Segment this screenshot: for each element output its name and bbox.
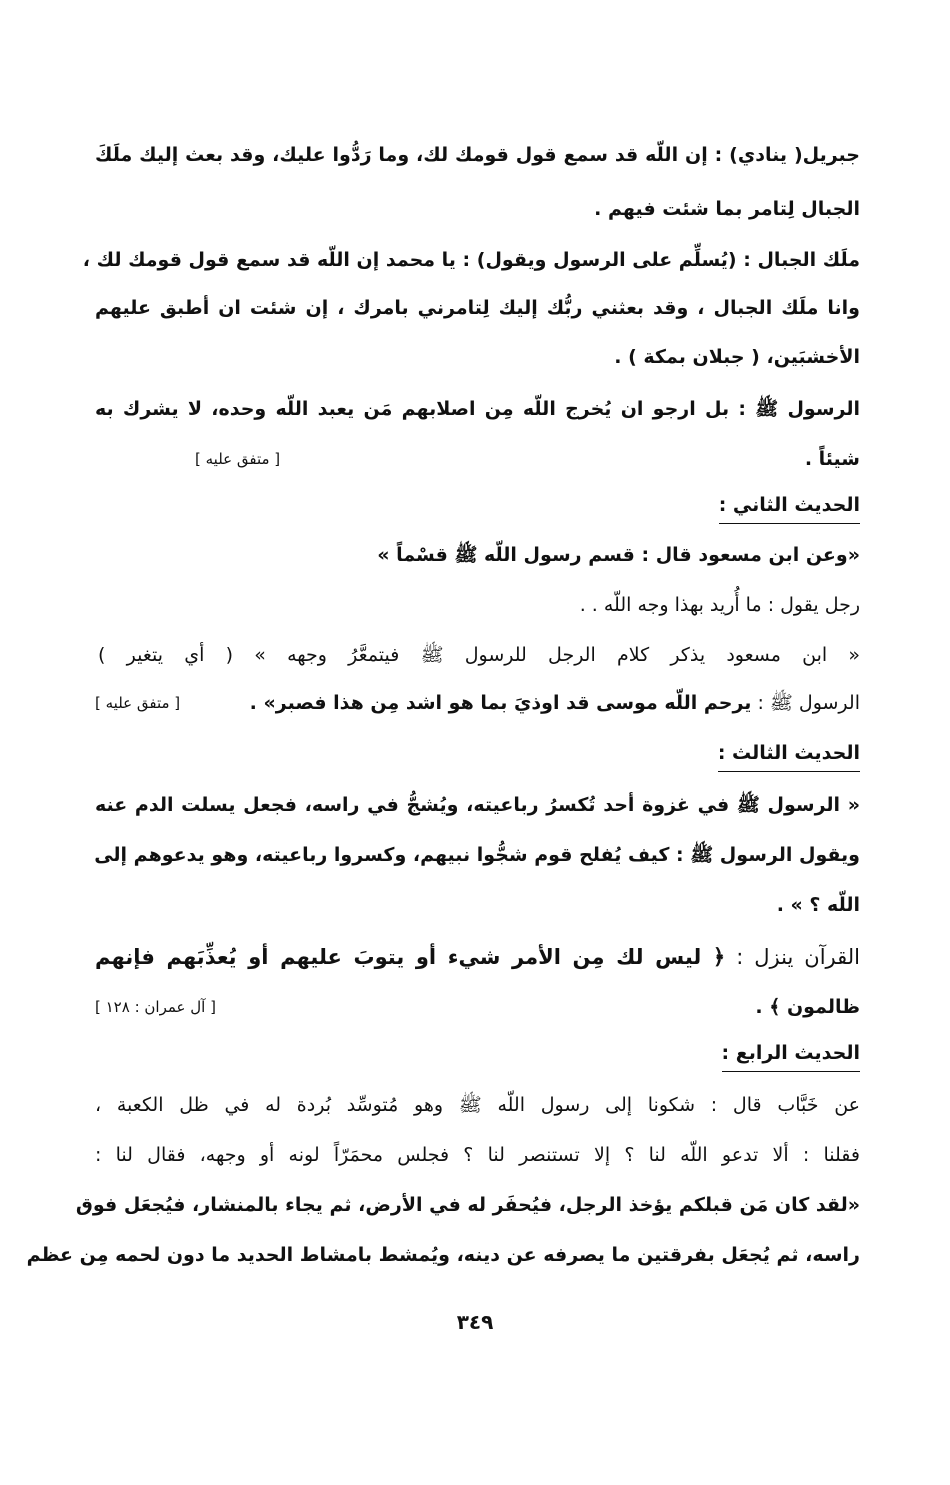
- section-heading-4: [95, 1038, 860, 1072]
- heading-text: الحديث الثالث :: [718, 738, 860, 772]
- text-line: جبريل( ينادي) : إن اللّه قد سمع قول قومك لك، وما رَدُّوا عليك، وقد بعث إليك ملَكَ: [95, 144, 860, 166]
- text-line: «وعن ابن مسعود قال : قسم رسول اللّه ﷺ قسْماً »: [377, 544, 860, 566]
- text-line: راسه، ثم يُجعَل بفرقتين ما يصرفه عن دينه، ويُمشط بامشاط الحديد ما دون لحمه مِن عظم: [26, 1244, 860, 1266]
- text-line: الرسول ﷺ : بل ارجو ان يُخرج اللّه مِن اصلابهم مَن يعبد اللّه وحده، لا يشرك به: [95, 398, 860, 420]
- text-line: «لقد كان مَن قبلكم يؤخذ الرجل، فيُحفَر له في الأرض، ثم يجاء بالمنشار، فيُجعَل فوق: [75, 1194, 860, 1216]
- text-line: الأخشبَين، ( جبلان بمكة ) .: [614, 346, 860, 368]
- text-line: ملَك الجبال : (يُسلِّم على الرسول ويقول) : يا محمد إن اللّه قد سمع قول قومك لك ،: [82, 249, 860, 271]
- text-segment: القرآن ينزل :: [725, 945, 860, 969]
- text-line: الجبال لِتامر بما شئت فيهم .: [594, 198, 860, 220]
- text-line: ويقول الرسول ﷺ : كيف يُفلح قوم شجُّوا نبيهم، وكسروا رباعيته، وهو يدعوهم إلى: [94, 844, 860, 866]
- text-line: اللّه ؟ » .: [776, 894, 860, 916]
- text-line: عن خَبَّاب قال : شكونا إلى رسول اللّه ﷺ وهو مُتوسِّد بُردة له في ظل الكعبة ،: [95, 1094, 860, 1116]
- reference-citation: [ آل عمران : ١٢٨ ]: [95, 998, 216, 1016]
- section-heading-3: [95, 738, 860, 772]
- heading-text: الحديث الرابع :: [722, 1038, 860, 1072]
- reference-citation: [ متفق عليه ]: [95, 694, 181, 712]
- section-heading-2: [95, 490, 860, 524]
- heading-text: الحديث الثاني :: [719, 490, 860, 524]
- text-segment: ظالمون ﴾ .: [755, 996, 860, 1018]
- text-line: رجل يقول : ما أُريد بهذا وجه اللّه . .: [579, 594, 860, 616]
- text-segment: شيئاً .: [804, 448, 860, 470]
- text-line: « الرسول ﷺ في غزوة أحد تُكسرُ رباعيته، ويُشجُّ في راسه، فجعل يسلت الدم عنه: [95, 794, 860, 816]
- quran-verse: ﴿ ليس لك مِن الأمر شيء أو يتوبَ عليهم أو يُعذِّبَهم فإنهم: [95, 945, 726, 969]
- text-line: وانا ملَك الجبال ، وقد بعثني ربُّك إليك لِتامرني بامرك ، إن شئت ان أطبق عليهم: [95, 297, 860, 319]
- text-segment: الرسول ﷺ :: [751, 692, 860, 714]
- text-line: [95, 942, 860, 972]
- text-line: فقلنا : ألا تدعو اللّه لنا ؟ إلا تستنصر لنا ؟ فجلس محمَرّاً لونه أو وجهه، فقال لنا :: [95, 1144, 860, 1166]
- page-number: ٣٤٩: [456, 1310, 494, 1334]
- text-line: [95, 444, 860, 474]
- reference-citation: [ متفق عليه ]: [195, 450, 281, 468]
- text-line: « ابن مسعود يذكر كلام الرجل للرسول ﷺ فيتمعَّرُ وجهه » ( أي يتغير ): [98, 644, 860, 666]
- text-line: [95, 688, 860, 718]
- text-segment: يرحم اللّه موسى قد اوذيَ بما هو اشد مِن هذا فصبر» .: [249, 692, 752, 714]
- text-line: [95, 992, 860, 1022]
